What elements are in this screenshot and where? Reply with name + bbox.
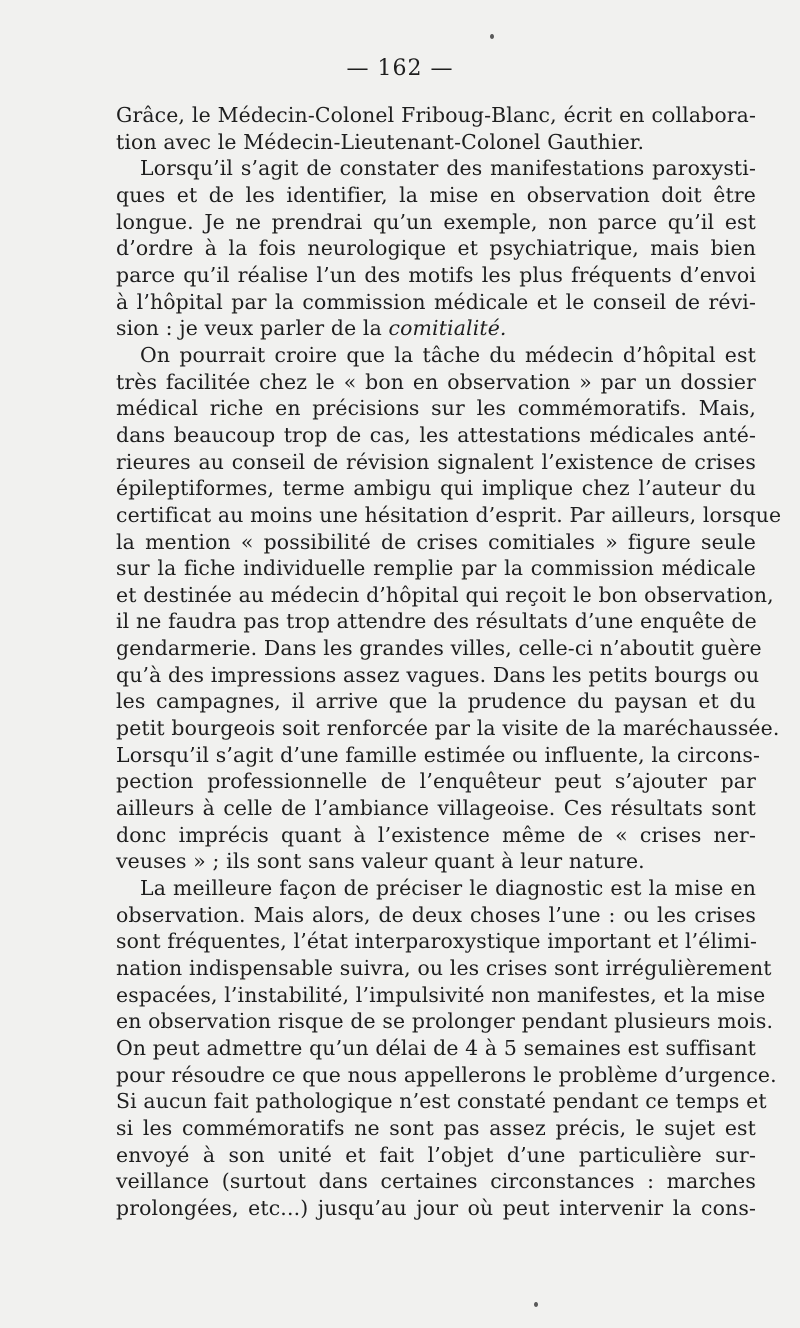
- text-line: il ne faudra pas trop attendre des résultats d’une enquête de: [116, 609, 757, 634]
- text-line: On pourrait croire que la tâche du médecin d’hôpital est: [140, 342, 756, 367]
- ink-speck: [534, 1302, 538, 1307]
- text-line: envoyé à son unité et fait l’objet d’une particulière sur-: [116, 1142, 756, 1167]
- text-line: sur la fiche individuelle remplie par la commission médicale: [116, 556, 756, 581]
- body-text: [116, 102, 782, 1222]
- text-line: longue. Je ne prendrai qu’un exemple, non parce qu’il est: [116, 209, 756, 234]
- text-line: en observation risque de se prolonger pendant plusieurs mois.: [116, 1009, 774, 1034]
- text-line: très facilitée chez le « bon en observation » par un dossier: [116, 369, 756, 394]
- text-line: rieures au conseil de révision signalent l’existence de crises: [116, 449, 756, 474]
- text-line: nation indispensable suivra, ou les crises sont irrégulièrement: [116, 956, 772, 980]
- text-line: veuses » ; ils sont sans valeur quant à leur nature.: [116, 849, 645, 874]
- text-line: espacées, l’instabilité, l’impulsivité non manifestes, et la mise: [116, 982, 766, 1007]
- text-line: épileptiformes, terme ambigu qui implique chez l’auteur du: [116, 476, 756, 501]
- ink-speck: [490, 34, 494, 39]
- text-line: les campagnes, il arrive que la prudence du paysan et du: [116, 689, 756, 714]
- text-line: On peut admettre qu’un délai de 4 à 5 semaines est suffisant: [116, 1035, 756, 1060]
- text-line: Lorsqu’il s’agit d’une famille estimée ou influente, la circons-: [116, 742, 761, 767]
- text-line: la mention « possibilité de crises comitiales » figure seule: [116, 529, 756, 554]
- text-line: donc imprécis quant à l’existence même de « crises ner-: [116, 822, 756, 847]
- text-line: certificat au moins une hésitation d’esprit. Par ailleurs, lorsque: [116, 502, 782, 527]
- text-line: d’ordre à la fois neurologique et psychiatrique, mais bien: [116, 236, 756, 261]
- text-line: petit bourgeois soit renforcée par la visite de la maréchaussée.: [116, 716, 780, 741]
- text-line: si les commémoratifs ne sont pas assez précis, le sujet est: [116, 1115, 756, 1140]
- text-line: pour résoudre ce que nous appellerons le problème d’urgence.: [116, 1062, 777, 1087]
- text-line: ques et de les identifier, la mise en observation doit être: [116, 182, 756, 207]
- page-number: — 162 —: [346, 56, 454, 81]
- text-line: dans beaucoup trop de cas, les attestations médicales anté-: [116, 422, 756, 447]
- text-line: sont fréquentes, l’état interparoxystique important et l’élimi-: [116, 929, 758, 954]
- text-line: pection professionnelle de l’enquêteur peut s’ajouter par: [116, 769, 756, 794]
- text-line: qu’à des impressions assez vagues. Dans les petits bourgs ou: [116, 662, 760, 687]
- text-line-part: sion : je veux parler de la: [116, 316, 389, 341]
- text-line: La meilleure façon de préciser le diagnostic est la mise en: [140, 876, 756, 901]
- text-line: à l’hôpital par la commission médicale et le conseil de révi-: [116, 289, 756, 314]
- text-line: Grâce, le Médecin-Colonel Friboug-Blanc, écrit en collabora-: [116, 103, 756, 127]
- text-line: veillance (surtout dans certaines circonstances : marches: [116, 1169, 756, 1194]
- text-line: tion avec le Médecin-Lieutenant-Colonel Gauthier.: [116, 129, 645, 154]
- text-line: Lorsqu’il s’agit de constater des manifestations paroxysti-: [140, 156, 756, 181]
- text-line: ailleurs à celle de l’ambiance villageoise. Ces résultats sont: [116, 796, 756, 821]
- text-line: prolongées, etc...) jusqu’au jour où peut intervenir la cons-: [116, 1195, 756, 1220]
- text-line: [116, 315, 756, 342]
- text-line: médical riche en précisions sur les commémoratifs. Mais,: [116, 396, 756, 421]
- text-line: et destinée au médecin d’hôpital qui reçoit le bon observation,: [116, 582, 774, 607]
- italic-term: comitialité.: [388, 316, 507, 341]
- text-line: gendarmerie. Dans les grandes villes, celle-ci n’aboutit guère: [116, 636, 762, 661]
- text-line: Si aucun fait pathologique n’est constaté pendant ce temps et: [116, 1089, 767, 1114]
- text-line: observation. Mais alors, de deux choses l’une : ou les crises: [116, 902, 756, 927]
- text-line: parce qu’il réalise l’un des motifs les plus fréquents d’envoi: [116, 262, 756, 287]
